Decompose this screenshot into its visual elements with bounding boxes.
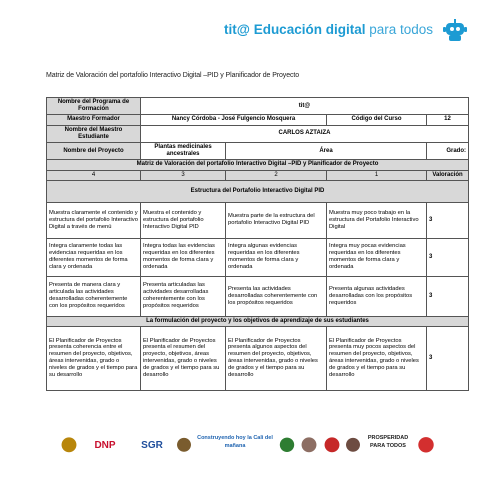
grado-label: Grado: [427,142,469,159]
criteria-cell: Integra muy pocas evidencias requeridas en los diferentes momentos de forma clara y ordenada [327,238,427,276]
score-cell: 3 [427,276,469,316]
criteria-cell: Presenta las actividades desarrolladas coherentemente con los propósitos requeridos [226,276,327,316]
brand-bold: tit@ Educación digital [224,22,366,37]
escudo-2-logo [279,434,295,458]
colombia-seal-logo [60,434,78,458]
criteria-row [47,276,469,316]
criteria-row [47,326,469,390]
brand-light: para todos [365,22,433,37]
level-3: 3 [141,170,226,180]
escudo-5-logo [346,434,360,458]
formador-value: Nancy Córdoba - José Fulgencio Mosquera [141,115,327,125]
criteria-cell: Muestra parte de la estructura del portafolio Interactivo Digital PID [226,202,327,238]
info-row-estudiante [47,125,469,142]
criteria-cell: Muestra el contenido y estructura del portafolio Interactivo Digital PID [141,202,226,238]
estudiante-label: Nombre del Maestro Estudiante [47,125,141,142]
codigo-value: 12 [427,115,469,125]
footer-logos [60,430,440,464]
valuation-matrix [46,97,469,391]
criteria-cell: Muestra claramente el contenido y estructura del portafolio Interactivo Digital a través de menú [47,202,141,238]
dnp-logo: DNP [94,440,116,451]
construyendo-logo: Construyendo hoy la Cali del mañana [197,435,273,449]
robot-icon [443,18,467,44]
document-title: Matriz de Valoración del portafolio Interactivo Digital –PID y Planificador de Proyecto [46,72,300,79]
criteria-row [47,238,469,276]
brand-title [224,22,433,37]
proyecto-label: Nombre del Proyecto [47,142,141,159]
proyecto-value: Plantas medicinales ancestrales [141,142,226,159]
criteria-cell: Integra claramente todas las evidencias requeridas en los diferentes momentos de forma clara y ordenada [47,238,141,276]
sgr-logo: SGR [141,440,163,451]
section1-row [47,180,469,202]
formador-label: Maestro Formador [47,115,141,125]
area-label: Área [226,142,427,159]
criteria-cell: Presenta algunas actividades desarrolladas con los propósitos requeridos [327,276,427,316]
escudo-3-logo [300,434,318,458]
estudiante-value: CARLOS AZTAIZA [141,125,469,142]
info-row-formador [47,115,469,125]
info-row-programa [47,98,469,115]
info-row-proyecto [47,142,469,159]
criteria-cell: Muestra muy poco trabajo en la estructura del Portafolio Interactivo Digital [327,202,427,238]
levels-row [47,170,469,180]
escudo-4-logo [323,434,341,458]
codigo-label: Código del Curso [327,115,427,125]
criteria-cell: El Planificador de Proyectos presenta algunos aspectos del resumen del proyecto, objetivos, áreas intervenidas, grado o niveles de grados y el tiempo para su desarrollo [226,326,327,390]
criteria-cell: Presenta de manera clara y articulada las actividades desarrolladas coherentemente con los propósitos requeridos [47,276,141,316]
criteria-cell: Integra todas las evidencias requeridas en los diferentes momentos de forma clara y ordenada [141,238,226,276]
criteria-cell: El Planificador de Proyectos presenta muy pocos aspectos del resumen del proyecto, objetivos, áreas intervenidas, grado o niveles de grados y el tiempo para su desarrollo [327,326,427,390]
criteria-cell: El Planificador de Proyectos presenta el resumen del proyecto, objetivos, áreas intervenidas, grado o niveles de grados y el tiempo para su desarrollo [141,326,226,390]
section2-row [47,316,469,326]
programa-label: Nombre del Programa de Formación [47,98,141,115]
score-cell: 3 [427,238,469,276]
matrix-title-row [47,160,469,170]
prosperidad-logo: PROSPERIDAD PARA TODOS [367,435,409,449]
criteria-row [47,202,469,238]
programa-value: tit@ [141,98,469,115]
valoracion-label: Valoración [427,170,469,180]
criteria-cell: Integra algunas evidencias requeridas en los diferentes momentos de forma clara y ordenada [226,238,327,276]
criteria-cell: El Planificador de Proyectos presenta coherencia entre el resumen del proyecto, objetivos, áreas intervenidas, grado o niveles de grados y el tiempo para su desarrollo [47,326,141,390]
level-2: 2 [226,170,327,180]
criteria-cell: Presenta articuladas las actividades desarrolladas coherentemente con los propósitos requeridos [141,276,226,316]
level-4: 4 [47,170,141,180]
section1-title: Estructura del Portafolio Interactivo Digital PID [47,180,469,202]
score-cell: 3 [427,326,469,390]
section2-title: La formulación del proyecto y los objetivos de aprendizaje de sus estudiantes [47,316,469,326]
univalle-logo [416,434,436,458]
matrix-title: Matriz de Valoración del portafolio Interactivo Digital –PID y Planificador de Proyecto [47,160,469,170]
score-cell: 3 [427,202,469,238]
level-1: 1 [327,170,427,180]
escudo-logo [177,434,191,458]
